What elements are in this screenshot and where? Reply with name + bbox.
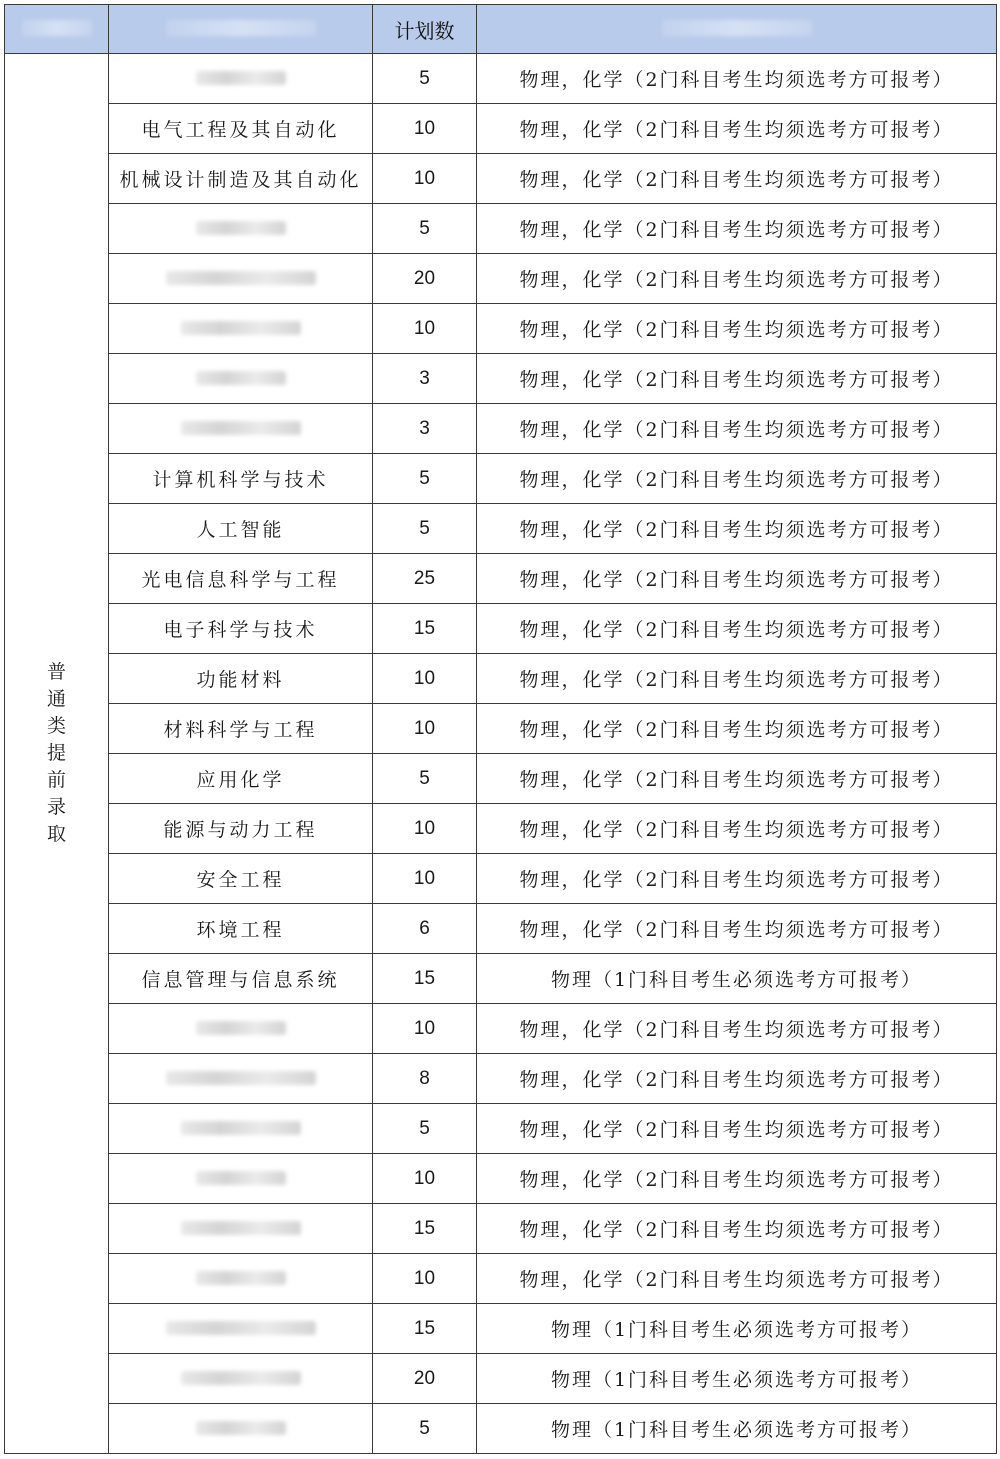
table-row — [5, 1104, 997, 1154]
count-cell: 5 — [373, 754, 477, 804]
requirement-cell: 物理，化学（2门科目考生均须选考方可报考） — [477, 1104, 997, 1154]
redacted-header — [166, 20, 316, 36]
table-row — [5, 504, 997, 554]
count-cell: 15 — [373, 1304, 477, 1354]
count-cell: 10 — [373, 1154, 477, 1204]
requirement-cell: 物理，化学（2门科目考生均须选考方可报考） — [477, 254, 997, 304]
requirement-cell: 物理，化学（2门科目考生均须选考方可报考） — [477, 204, 997, 254]
table-row — [5, 804, 997, 854]
table-row — [5, 454, 997, 504]
requirement-cell: 物理，化学（2门科目考生均须选考方可报考） — [477, 1054, 997, 1104]
count-cell: 25 — [373, 554, 477, 604]
redacted-major — [166, 271, 316, 285]
count-cell: 10 — [373, 1254, 477, 1304]
redacted-major — [181, 1121, 301, 1135]
requirement-cell: 物理，化学（2门科目考生均须选考方可报考） — [477, 554, 997, 604]
count-cell: 10 — [373, 854, 477, 904]
major-cell — [109, 1354, 373, 1404]
header-count-cell: 计划数 — [373, 5, 477, 54]
table-row — [5, 704, 997, 754]
count-cell: 5 — [373, 204, 477, 254]
requirement-cell: 物理，化学（2门科目考生均须选考方可报考） — [477, 1254, 997, 1304]
redacted-header — [662, 20, 812, 36]
redacted-major — [181, 421, 301, 435]
count-cell: 3 — [373, 354, 477, 404]
table-row — [5, 554, 997, 604]
redacted-major — [196, 71, 286, 85]
major-cell: 安全工程 — [109, 854, 373, 904]
requirement-cell: 物理，化学（2门科目考生均须选考方可报考） — [477, 504, 997, 554]
major-cell: 光电信息科学与工程 — [109, 554, 373, 604]
requirement-cell: 物理，化学（2门科目考生均须选考方可报考） — [477, 1154, 997, 1204]
requirement-cell: 物理，化学（2门科目考生均须选考方可报考） — [477, 904, 997, 954]
requirement-cell: 物理，化学（2门科目考生均须选考方可报考） — [477, 404, 997, 454]
major-cell — [109, 254, 373, 304]
major-cell — [109, 1004, 373, 1054]
requirement-cell: 物理，化学（2门科目考生均须选考方可报考） — [477, 704, 997, 754]
table-row — [5, 1304, 997, 1354]
table-row — [5, 754, 997, 804]
major-cell: 电子科学与技术 — [109, 604, 373, 654]
table-row — [5, 1004, 997, 1054]
table-row — [5, 904, 997, 954]
count-cell: 5 — [373, 1104, 477, 1154]
table-row — [5, 254, 997, 304]
redacted-header — [22, 20, 92, 36]
table-row — [5, 54, 997, 104]
requirement-cell: 物理（1门科目考生必须选考方可报考） — [477, 1354, 997, 1404]
enrollment-plan-table — [4, 4, 997, 1454]
table-row — [5, 654, 997, 704]
table-row — [5, 204, 997, 254]
table-row — [5, 1254, 997, 1304]
category-char: 普 — [46, 661, 66, 683]
redacted-major — [196, 1421, 286, 1435]
major-cell: 环境工程 — [109, 904, 373, 954]
major-cell — [109, 1404, 373, 1454]
requirement-cell: 物理，化学（2门科目考生均须选考方可报考） — [477, 1204, 997, 1254]
count-cell: 15 — [373, 604, 477, 654]
redacted-major — [196, 371, 286, 385]
count-cell: 5 — [373, 54, 477, 104]
category-char: 通 — [46, 688, 66, 710]
major-cell — [109, 304, 373, 354]
requirement-cell: 物理，化学（2门科目考生均须选考方可报考） — [477, 804, 997, 854]
requirement-cell: 物理，化学（2门科目考生均须选考方可报考） — [477, 154, 997, 204]
major-cell — [109, 1054, 373, 1104]
redacted-major — [196, 221, 286, 235]
table-row — [5, 604, 997, 654]
count-cell: 10 — [373, 304, 477, 354]
major-cell — [109, 54, 373, 104]
major-cell — [109, 1254, 373, 1304]
requirement-cell: 物理，化学（2门科目考生均须选考方可报考） — [477, 454, 997, 504]
count-cell: 20 — [373, 1354, 477, 1404]
requirement-cell: 物理，化学（2门科目考生均须选考方可报考） — [477, 104, 997, 154]
redacted-major — [181, 1221, 301, 1235]
table-row — [5, 854, 997, 904]
major-cell: 计算机科学与技术 — [109, 454, 373, 504]
redacted-major — [181, 321, 301, 335]
count-cell: 5 — [373, 454, 477, 504]
table-row — [5, 404, 997, 454]
requirement-cell: 物理，化学（2门科目考生均须选考方可报考） — [477, 754, 997, 804]
requirement-cell: 物理，化学（2门科目考生均须选考方可报考） — [477, 354, 997, 404]
count-cell: 15 — [373, 954, 477, 1004]
count-cell: 10 — [373, 104, 477, 154]
count-cell: 5 — [373, 504, 477, 554]
requirement-cell: 物理，化学（2门科目考生均须选考方可报考） — [477, 304, 997, 354]
category-char: 前 — [46, 769, 66, 791]
requirement-cell: 物理（1门科目考生必须选考方可报考） — [477, 1304, 997, 1354]
count-cell: 15 — [373, 1204, 477, 1254]
table-row — [5, 1354, 997, 1404]
table-header-row — [5, 5, 997, 54]
table-row — [5, 154, 997, 204]
table-row — [5, 1054, 997, 1104]
major-cell — [109, 404, 373, 454]
table-row — [5, 1204, 997, 1254]
major-cell: 应用化学 — [109, 754, 373, 804]
table-row — [5, 104, 997, 154]
category-char: 录 — [46, 796, 66, 818]
redacted-major — [196, 1171, 286, 1185]
major-cell — [109, 1204, 373, 1254]
major-cell — [109, 204, 373, 254]
major-cell: 人工智能 — [109, 504, 373, 554]
redacted-major — [181, 1371, 301, 1385]
table-row — [5, 304, 997, 354]
count-cell: 3 — [373, 404, 477, 454]
requirement-cell: 物理，化学（2门科目考生均须选考方可报考） — [477, 604, 997, 654]
table-body — [5, 54, 997, 1454]
redacted-major — [166, 1071, 316, 1085]
requirement-cell: 物理，化学（2门科目考生均须选考方可报考） — [477, 54, 997, 104]
requirement-cell: 物理，化学（2门科目考生均须选考方可报考） — [477, 1004, 997, 1054]
count-cell: 20 — [373, 254, 477, 304]
table-row — [5, 954, 997, 1004]
count-cell: 10 — [373, 704, 477, 754]
category-cell — [5, 54, 109, 1454]
count-cell: 10 — [373, 804, 477, 854]
major-cell — [109, 1104, 373, 1154]
redacted-major — [196, 1021, 286, 1035]
table-row — [5, 354, 997, 404]
requirement-cell: 物理（1门科目考生必须选考方可报考） — [477, 1404, 997, 1454]
count-cell: 8 — [373, 1054, 477, 1104]
category-char: 类 — [46, 715, 66, 737]
count-cell: 10 — [373, 654, 477, 704]
major-cell: 功能材料 — [109, 654, 373, 704]
redacted-major — [196, 1271, 286, 1285]
redacted-major — [166, 1321, 316, 1335]
count-cell: 10 — [373, 154, 477, 204]
requirement-cell: 物理，化学（2门科目考生均须选考方可报考） — [477, 854, 997, 904]
header-major-cell — [109, 5, 373, 54]
table-row — [5, 1404, 997, 1454]
major-cell: 电气工程及其自动化 — [109, 104, 373, 154]
category-char: 取 — [46, 823, 66, 845]
header-requirement-cell — [477, 5, 997, 54]
count-cell: 6 — [373, 904, 477, 954]
requirement-cell: 物理，化学（2门科目考生均须选考方可报考） — [477, 654, 997, 704]
table-row — [5, 1154, 997, 1204]
major-cell: 信息管理与信息系统 — [109, 954, 373, 1004]
major-cell: 材料科学与工程 — [109, 704, 373, 754]
count-cell: 10 — [373, 1004, 477, 1054]
major-cell: 能源与动力工程 — [109, 804, 373, 854]
header-category-cell — [5, 5, 109, 54]
major-cell — [109, 1154, 373, 1204]
major-cell — [109, 1304, 373, 1354]
requirement-cell: 物理（1门科目考生必须选考方可报考） — [477, 954, 997, 1004]
major-cell — [109, 354, 373, 404]
category-char: 提 — [46, 742, 66, 764]
count-cell: 5 — [373, 1404, 477, 1454]
major-cell: 机械设计制造及其自动化 — [109, 154, 373, 204]
